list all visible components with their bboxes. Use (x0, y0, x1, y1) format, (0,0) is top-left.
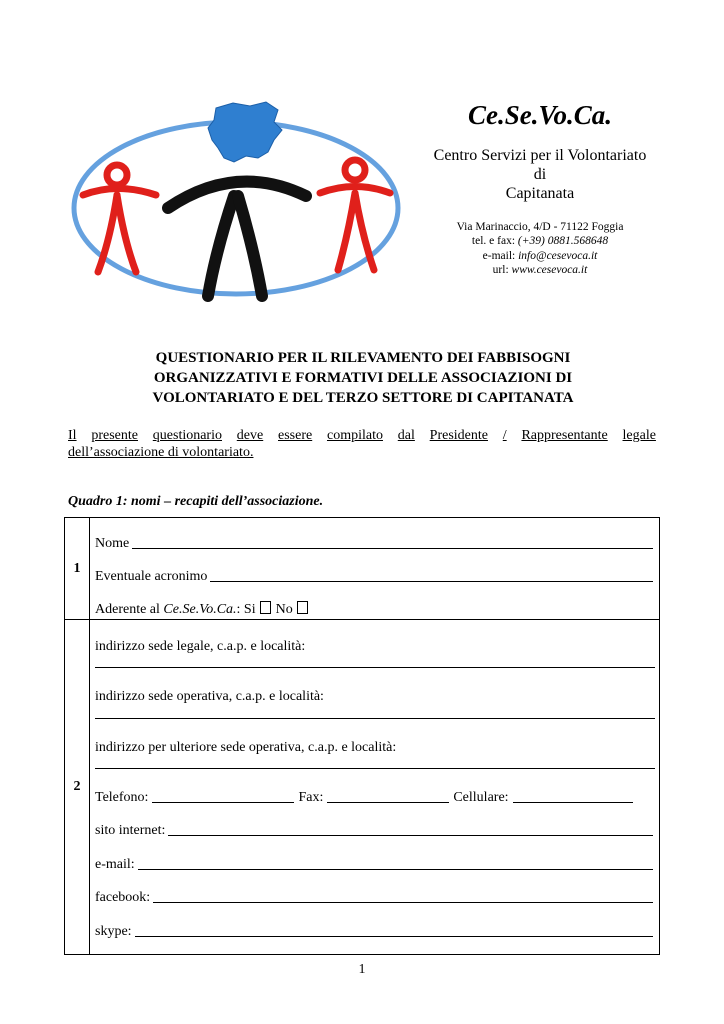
intro-paragraph (68, 427, 656, 461)
intro-line-2: dell’associazione di volontariato. (68, 445, 254, 460)
phone-value: (+39) 0881.568648 (517, 235, 609, 248)
intro-word: compilato (326, 428, 383, 443)
intro-word: presente (91, 428, 138, 443)
sede-operativa-input-line[interactable] (95, 718, 655, 719)
url-label: url: (492, 264, 509, 277)
url-link[interactable]: www.cesevoca.it (511, 264, 588, 277)
aderente-field (95, 601, 313, 618)
email-link[interactable]: info@cesevoca.it (518, 249, 598, 262)
cesevoca-logo (68, 100, 404, 305)
sede-ulteriore-input-line[interactable] (95, 768, 655, 769)
email-field[interactable] (95, 856, 653, 873)
sede-legale-input-line[interactable] (95, 667, 655, 668)
sede-legale-label: indirizzo sede legale, c.a.p. e località: (95, 639, 306, 654)
email-field-label: e-mail: (95, 857, 135, 872)
logo-figure-left (83, 165, 156, 272)
sede-ulteriore-label: indirizzo per ulteriore sede operativa, c.a.p. e località: (95, 740, 397, 755)
email-label: e-mail: (482, 249, 516, 262)
document-title-line: ORGANIZZATIVI E FORMATIVI DELLE ASSOCIAZIONI DI (153, 370, 573, 386)
row-number-1: 1 (73, 561, 81, 576)
aderente-prefix: Aderente al (95, 602, 164, 617)
logo-region-map (208, 102, 282, 162)
skype-field[interactable] (95, 923, 653, 940)
org-address: Via Marinaccio, 4/D - 71122 Foggia (456, 221, 624, 233)
sede-operativa-label: indirizzo sede operativa, c.a.p. e località: (95, 689, 324, 704)
skype-input-line[interactable] (135, 935, 653, 937)
aderente-org: Ce.Se.Vo.Ca. (163, 602, 237, 617)
org-name: Ce.Se.Vo.Ca. (467, 100, 613, 130)
acronimo-label: Eventuale acronimo (95, 569, 208, 584)
org-url (420, 263, 660, 277)
phone-label: tel. e fax: (471, 235, 516, 248)
si-checkbox[interactable] (260, 601, 271, 614)
intro-word: / (502, 428, 507, 443)
intro-word: questionario (152, 428, 222, 443)
nome-field[interactable] (95, 535, 653, 552)
intro-word: deve (236, 428, 264, 443)
sito-input-line[interactable] (168, 834, 653, 836)
intro-line-1 (68, 427, 656, 444)
org-subtitle-line: di (533, 166, 547, 183)
facebook-label: facebook: (95, 890, 151, 905)
acronimo-input-line[interactable] (210, 580, 653, 582)
aderente-si-label: : Si (236, 602, 256, 617)
form-table (64, 517, 660, 955)
fax-label: Fax: (298, 790, 324, 805)
org-subtitle (420, 146, 660, 203)
section-title: Quadro 1: nomi – recapiti dell’associazione. (68, 494, 324, 509)
document-title (70, 348, 656, 408)
nome-label: Nome (95, 536, 130, 551)
org-phone (420, 234, 660, 248)
row-number-2: 2 (73, 779, 81, 794)
email-input-line[interactable] (138, 868, 653, 870)
table-column-divider (89, 518, 90, 954)
facebook-input-line[interactable] (153, 901, 653, 903)
cellulare-input-line[interactable] (513, 801, 633, 803)
nome-input-line[interactable] (132, 547, 653, 549)
facebook-field[interactable] (95, 889, 653, 906)
acronimo-field[interactable] (95, 568, 653, 585)
org-subtitle-line: Centro Servizi per il Volontariato (433, 147, 647, 164)
no-label: No (275, 602, 293, 617)
contatti-row (95, 789, 637, 806)
sito-field[interactable] (95, 822, 653, 839)
fax-input-line[interactable] (327, 801, 449, 803)
logo-figure-center (168, 182, 306, 296)
cellulare-label: Cellulare: (453, 790, 509, 805)
table-row-divider (65, 619, 659, 620)
no-checkbox[interactable] (297, 601, 308, 614)
telefono-label: Telefono: (95, 790, 149, 805)
sito-label: sito internet: (95, 823, 166, 838)
logo-figure-right (320, 160, 390, 270)
document-title-line: QUESTIONARIO PER IL RILEVAMENTO DEI FABBISOGNI (155, 350, 571, 366)
intro-word: Il (68, 428, 77, 443)
intro-word: legale (622, 428, 656, 443)
intro-word: dal (397, 428, 415, 443)
org-subtitle-line: Capitanata (505, 185, 575, 202)
intro-word: essere (278, 428, 313, 443)
telefono-input-line[interactable] (152, 801, 294, 803)
intro-word: Rappresentante (521, 428, 608, 443)
page-number: 1 (358, 962, 366, 977)
org-email (420, 249, 660, 263)
skype-label: skype: (95, 924, 132, 939)
org-contact (420, 220, 660, 278)
document-title-line: VOLONTARIATO E DEL TERZO SETTORE DI CAPITANATA (152, 390, 574, 406)
intro-word: Presidente (429, 428, 488, 443)
